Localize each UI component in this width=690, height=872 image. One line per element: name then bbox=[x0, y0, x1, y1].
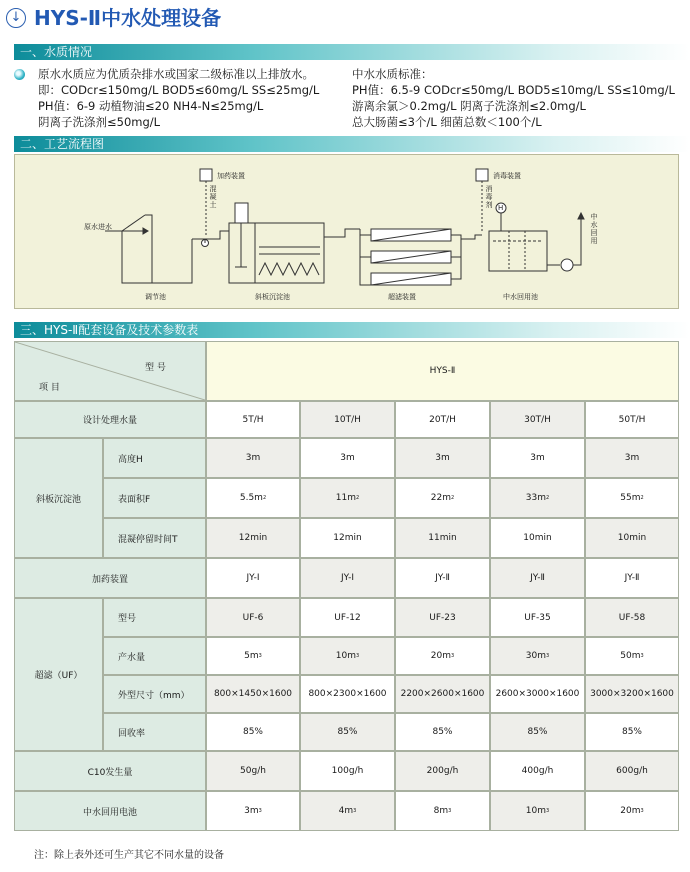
parameter-table bbox=[14, 341, 679, 831]
section-header-process-flow: 二、工艺流程图 bbox=[14, 136, 690, 152]
cell-value: 85% bbox=[337, 727, 358, 737]
table-cell bbox=[395, 438, 490, 478]
table-cell bbox=[585, 518, 679, 558]
corner-model-label: 型 号 bbox=[145, 363, 166, 373]
reuse-outlet-label: 中水回用 bbox=[590, 213, 598, 245]
cell-value: 33m bbox=[525, 493, 547, 503]
table-corner bbox=[14, 341, 206, 401]
table-cell bbox=[585, 675, 679, 713]
cell-value: 3m bbox=[624, 453, 640, 463]
cell-value: 3m bbox=[435, 453, 450, 463]
table-cell bbox=[585, 791, 679, 831]
unit-superscript: 2 bbox=[546, 495, 550, 501]
table-cell bbox=[300, 518, 395, 558]
raw-line-2: 即：CODcr≤150mg/L BOD5≤60mg/L SS≤25mg/L bbox=[38, 83, 320, 97]
table-cell bbox=[206, 478, 300, 518]
cell-value: 20m bbox=[430, 651, 452, 661]
cell-value: 10min bbox=[523, 533, 552, 543]
raw-line-4: 阴离子洗涤剂≤50mg/L bbox=[38, 115, 161, 129]
table-cell bbox=[395, 751, 490, 791]
unit-superscript: 3 bbox=[258, 653, 262, 659]
table-cell bbox=[585, 401, 679, 438]
cell-value: 12min bbox=[333, 533, 362, 543]
section-header-parameters: 三、HYS-Ⅱ配套设备及技术参数表 bbox=[14, 322, 690, 338]
cell-value: 3m bbox=[244, 806, 259, 816]
corner-item-label: 项 目 bbox=[39, 383, 60, 393]
unit-superscript: 3 bbox=[546, 808, 550, 814]
table-cell bbox=[300, 558, 395, 598]
bullet-icon bbox=[14, 69, 25, 80]
table-cell bbox=[300, 713, 395, 751]
cell-value: 3000×3200×1600 bbox=[590, 689, 674, 699]
table-cell bbox=[490, 751, 585, 791]
cell-value: 400g/h bbox=[521, 766, 554, 776]
reuse-line-2: PH值：6.5-9 CODcr≤50mg/L BOD5≤10mg/L SS≤10mg/L bbox=[352, 83, 675, 97]
table-cell bbox=[395, 713, 490, 751]
cell-value: 5m bbox=[244, 651, 259, 661]
table-cell bbox=[395, 791, 490, 831]
raw-water-inlet-label: 原水进水 bbox=[84, 223, 112, 231]
table-cell bbox=[490, 558, 585, 598]
cell-value: JY-Ⅱ bbox=[435, 573, 450, 583]
item-uf-dimensions: 外型尺寸（mm） bbox=[103, 675, 206, 713]
circle-down-arrow-icon: ↓ bbox=[6, 8, 26, 28]
cell-value: 5.5m bbox=[239, 493, 263, 503]
table-cell bbox=[585, 478, 679, 518]
table-cell bbox=[490, 675, 585, 713]
cell-value: 10m bbox=[525, 806, 547, 816]
dosing-device-label: 加药装置 bbox=[217, 172, 245, 180]
table-cell bbox=[206, 518, 300, 558]
table-cell bbox=[300, 751, 395, 791]
table-cell bbox=[490, 438, 585, 478]
item-retention-time: 混凝停留时间T bbox=[103, 518, 206, 558]
table-cell bbox=[585, 558, 679, 598]
cell-value: 12min bbox=[238, 533, 268, 543]
table-cell bbox=[395, 518, 490, 558]
cell-value: 2600×3000×1600 bbox=[495, 689, 580, 699]
table-cell bbox=[206, 791, 300, 831]
cell-value: 11m bbox=[335, 493, 357, 503]
unit-superscript: 3 bbox=[640, 808, 644, 814]
item-height: 高度H bbox=[103, 438, 206, 478]
section-header-water-quality: 一、水质情况 bbox=[14, 44, 690, 60]
cell-value: 10min bbox=[617, 533, 647, 543]
sedimentation-tank-label: 斜板沉淀池 bbox=[255, 293, 290, 301]
cell-value: 50g/h bbox=[240, 766, 266, 776]
table-cell bbox=[395, 598, 490, 637]
cell-value: JY-Ⅱ bbox=[530, 573, 545, 583]
row-label-reuse-tank: 中水回用电池 bbox=[14, 791, 206, 831]
table-cell bbox=[585, 598, 679, 637]
coagulant-label: 混凝土 bbox=[209, 185, 217, 209]
cell-value: 55m bbox=[620, 493, 641, 503]
unit-superscript: 3 bbox=[640, 653, 644, 659]
cell-value: 200g/h bbox=[426, 766, 459, 776]
table-cell bbox=[206, 637, 300, 675]
unit-superscript: 3 bbox=[356, 653, 360, 659]
model-header: HYS-Ⅱ bbox=[206, 341, 679, 401]
table-cell bbox=[206, 675, 300, 713]
unit-superscript: 2 bbox=[640, 495, 644, 501]
cell-value: 3m bbox=[245, 453, 261, 463]
reuse-line-1: 中水水质标准： bbox=[352, 67, 433, 81]
page-title: HYS-Ⅱ中水处理设备 bbox=[34, 6, 222, 30]
table-cell bbox=[206, 401, 300, 438]
regulating-tank-label: 调节池 bbox=[145, 293, 166, 301]
cell-value: 4m bbox=[338, 806, 354, 816]
unit-superscript: 3 bbox=[353, 808, 357, 814]
process-flow-drawing bbox=[15, 155, 680, 310]
gauge-label: H bbox=[498, 204, 504, 212]
table-cell bbox=[490, 478, 585, 518]
unit-superscript: 2 bbox=[356, 495, 360, 501]
table-cell bbox=[585, 438, 679, 478]
unit-superscript: 3 bbox=[448, 808, 452, 814]
table-cell bbox=[300, 598, 395, 637]
cell-value: 20m bbox=[620, 806, 641, 816]
table-cell bbox=[206, 438, 300, 478]
disinfection-device-label: 消毒装置 bbox=[493, 172, 521, 180]
cell-value: UF-58 bbox=[618, 612, 646, 623]
row-label-design-flow: 设计处理水量 bbox=[14, 401, 206, 438]
cell-value: 50m bbox=[620, 651, 641, 661]
cell-value: 600g/h bbox=[616, 766, 648, 776]
cell-value: 10T/H bbox=[334, 414, 361, 425]
table-cell bbox=[490, 637, 585, 675]
raw-line-3: PH值：6-9 动植物油≤20 NH4-N≤25mg/L bbox=[38, 99, 264, 113]
cell-value: UF-6 bbox=[242, 612, 264, 623]
cell-value: JY-Ⅱ bbox=[624, 573, 640, 583]
table-cell bbox=[300, 637, 395, 675]
cell-value: 11min bbox=[428, 533, 457, 543]
item-surface-area: 表面积F bbox=[103, 478, 206, 518]
process-flow-diagram bbox=[14, 154, 679, 309]
table-cell bbox=[585, 751, 679, 791]
cell-value: UF-12 bbox=[334, 612, 361, 623]
ultrafiltration-label: 超滤装置 bbox=[388, 293, 416, 301]
cell-value: JY-Ⅰ bbox=[246, 573, 260, 583]
cell-value: 800×1450×1600 bbox=[213, 689, 293, 699]
footnote: 注：除上表外还可生产其它不同水量的设备 bbox=[34, 850, 224, 861]
cell-value: 22m bbox=[430, 493, 452, 503]
cell-value: 100g/h bbox=[331, 766, 364, 776]
row-label-c10: C10发生量 bbox=[14, 751, 206, 791]
cell-value: 5T/H bbox=[242, 414, 264, 425]
unit-superscript: 2 bbox=[451, 495, 455, 501]
table-cell bbox=[585, 637, 679, 675]
table-cell bbox=[206, 558, 300, 598]
table-cell bbox=[395, 637, 490, 675]
table-cell bbox=[206, 713, 300, 751]
table-cell bbox=[395, 401, 490, 438]
unit-superscript: 3 bbox=[451, 653, 455, 659]
unit-superscript: 3 bbox=[546, 653, 550, 659]
reuse-tank-label: 中水回用池 bbox=[503, 293, 538, 301]
group-label-uf: 超滤（UF） bbox=[14, 598, 103, 751]
reuse-line-3: 游离余氯＞0.2mg/L 阴离子洗涤剂≤2.0mg/L bbox=[352, 99, 586, 113]
table-cell bbox=[395, 478, 490, 518]
cell-value: JY-Ⅰ bbox=[341, 573, 354, 583]
cell-value: 30m bbox=[525, 651, 547, 661]
cell-value: 30T/H bbox=[524, 414, 551, 425]
cell-value: 20T/H bbox=[429, 414, 456, 425]
table-cell bbox=[490, 713, 585, 751]
table-cell bbox=[300, 401, 395, 438]
cell-value: 50T/H bbox=[618, 414, 646, 425]
table-cell bbox=[585, 713, 679, 751]
table-cell bbox=[395, 675, 490, 713]
cell-value: 2200×2600×1600 bbox=[400, 689, 485, 699]
table-cell bbox=[300, 438, 395, 478]
table-cell bbox=[300, 478, 395, 518]
table-cell bbox=[300, 675, 395, 713]
cell-value: 3m bbox=[530, 453, 545, 463]
cell-value: UF-35 bbox=[524, 612, 551, 623]
cell-value: 85% bbox=[527, 727, 548, 737]
cell-value: 8m bbox=[433, 806, 449, 816]
table-cell bbox=[206, 751, 300, 791]
table-cell bbox=[300, 791, 395, 831]
table-cell bbox=[490, 598, 585, 637]
table-cell bbox=[490, 401, 585, 438]
raw-line-1: 原水水质应为优质杂排水或国家二级标准以上排放水。 bbox=[38, 67, 314, 81]
disinfectant-label: 消毒剂 bbox=[485, 185, 493, 209]
cell-value: 3m bbox=[340, 453, 355, 463]
cell-value: 800×2300×1600 bbox=[308, 689, 387, 699]
item-uf-model: 型号 bbox=[103, 598, 206, 637]
group-label-sedimentation: 斜板沉淀池 bbox=[14, 438, 103, 558]
unit-superscript: 3 bbox=[258, 808, 262, 814]
row-label-dosing: 加药装置 bbox=[14, 558, 206, 598]
cell-value: 10m bbox=[335, 651, 357, 661]
table-cell bbox=[395, 558, 490, 598]
cell-value: 85% bbox=[621, 727, 642, 737]
table-cell bbox=[490, 791, 585, 831]
cell-value: UF-23 bbox=[429, 612, 456, 623]
reuse-line-4: 总大肠菌≤3个/L 细菌总数＜100个/L bbox=[352, 115, 542, 129]
table-cell bbox=[206, 598, 300, 637]
table-cell bbox=[490, 518, 585, 558]
cell-value: 85% bbox=[242, 727, 263, 737]
cell-value: 85% bbox=[432, 727, 453, 737]
item-uf-output: 产水量 bbox=[103, 637, 206, 675]
unit-superscript: 2 bbox=[262, 495, 267, 501]
item-uf-recovery: 回收率 bbox=[103, 713, 206, 751]
